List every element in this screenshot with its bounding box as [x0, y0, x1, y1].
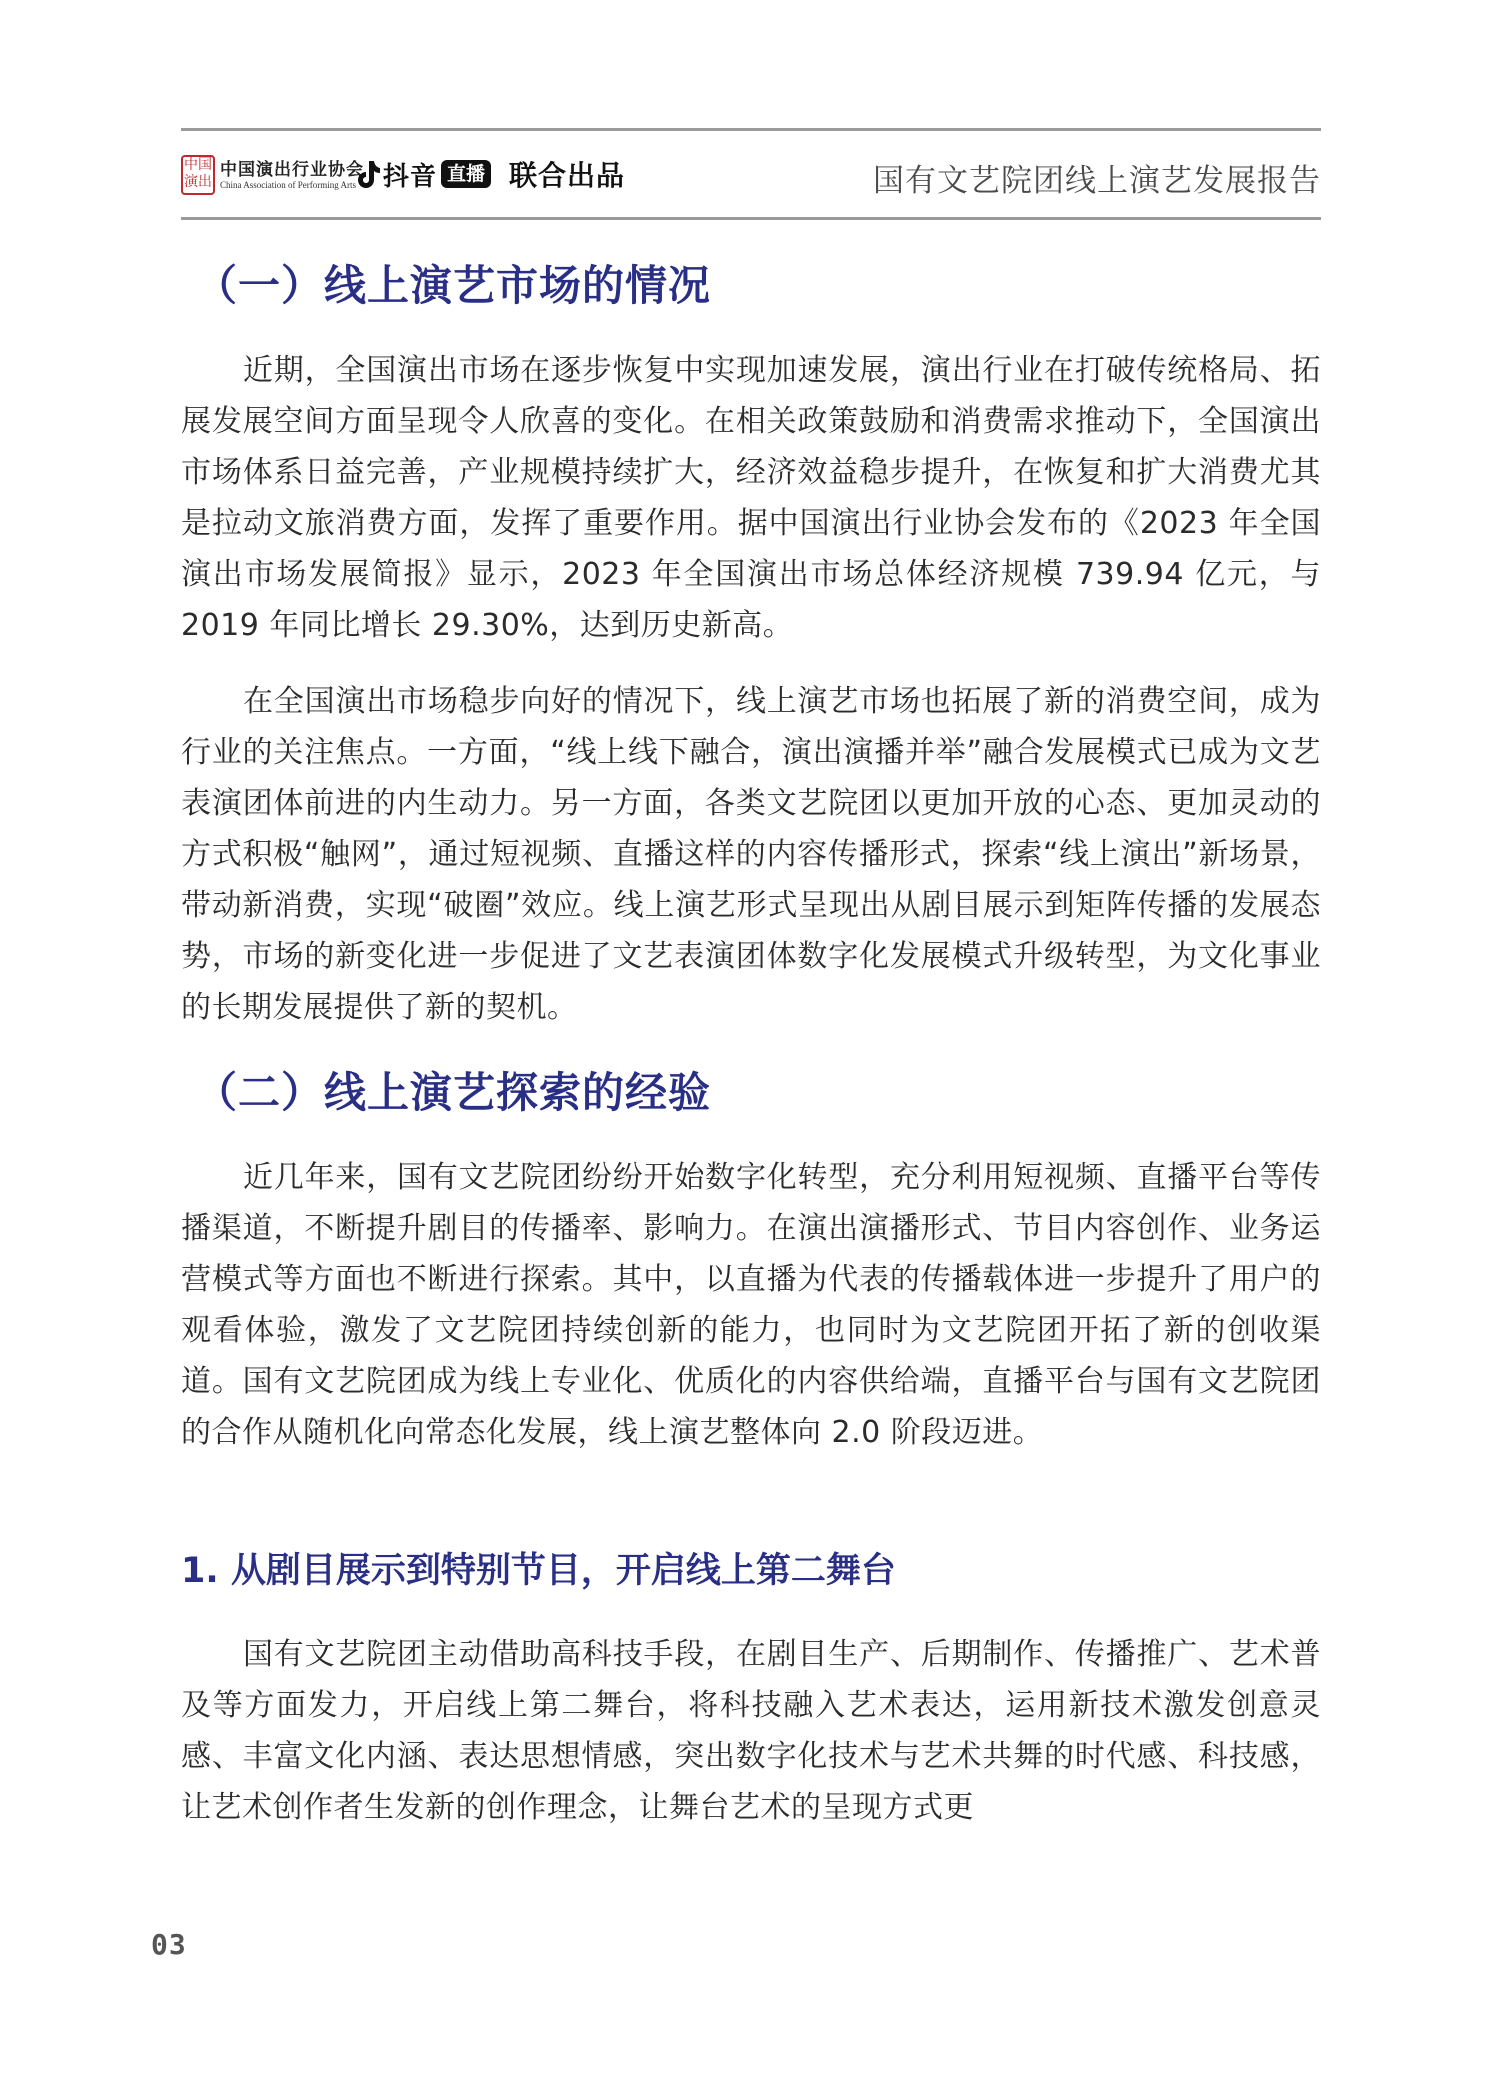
cpaa-name-en: China Association of Performing Arts — [220, 179, 356, 190]
subsection-heading: 1. 从剧目展示到特别节目，开启线上第二舞台 — [181, 1551, 896, 1591]
body-paragraph: 近几年来，国有文艺院团纷纷开始数字化转型，充分利用短视频、直播平台等传播渠道，不断提升剧目的传播率、影响力。在演出演播形式、节目内容创作、业务运营模式等方面也不断进行探索。其中，以直播为代表的传播载体进一步提升了用户的观看体验，激发了文艺院团持续创新的能力，也同时为文艺院团开拓了新的创收渠道。国有文艺院团成为线上专业化、优质化的内容供给端，直播平台与国有文艺院团的合作从随机化向常态化发展，线上演艺整体向 2.0 阶段迈进。 — [181, 1160, 1321, 1450]
body-paragraph: 近期，全国演出市场在逐步恢复中实现加速发展，演出行业在打破传统格局、拓展发展空间方面呈现令人欣喜的变化。在相关政策鼓励和消费需求推动下，全国演出市场体系日益完善，产业规模持续扩大，经济效益稳步提升，在恢复和扩大消费尤其是拉动文旅消费方面，发挥了重要作用。据中国演出行业协会发布的《2023 年全国演出市场发展简报》显示，2023 年全国演出市场总体经济规模 739.94 亿元，与 2019 年同比增长 29.30%，达到历史新高。 — [181, 353, 1321, 643]
cpaa-name-cn: 中国演出行业协会 — [220, 159, 364, 180]
cpaa-seal-icon: 中国演出 — [181, 155, 215, 195]
cpaa-logo — [181, 155, 364, 195]
section-heading: （二）线上演艺探索的经验 — [195, 1068, 712, 1117]
cpaa-wordmark — [220, 160, 364, 191]
page-header — [181, 128, 1321, 220]
body-paragraph: 国有文艺院团主动借助高科技手段，在剧目生产、后期制作、传播推广、艺术普及等方面发力，开启线上第二舞台，将科技融入艺术表达，运用新技术激发创意灵感、丰富文化内涵、表达思想情感，突出数字化技术与艺术共舞的时代感、科技感，让艺术创作者生发新的创作理念，让舞台艺术的呈现方式更 — [181, 1637, 1321, 1825]
report-title: 国有文艺院团线上演艺发展报告 — [873, 163, 1321, 199]
body-paragraph: 在全国演出市场稳步向好的情况下，线上演艺市场也拓展了新的消费空间，成为行业的关注焦点。一方面，“线上线下融合，演出演播并举”融合发展模式已成为文艺表演团体前进的内生动力。另一方面，各类文艺院团以更加开放的心态、更加灵动的方式积极“触网”，通过短视频、直播这样的内容传播形式，探索“线上演出”新场景，带动新消费，实现“破圈”效应。线上演艺形式呈现出从剧目展示到矩阵传播的发展态势，市场的新变化进一步促进了文艺表演团体数字化发展模式升级转型，为文化事业的长期发展提供了新的契机。 — [181, 684, 1321, 1025]
douyin-wordmark: 抖音 — [383, 161, 438, 192]
douyin-note-icon — [355, 159, 381, 189]
live-badge: 直播 — [441, 160, 491, 188]
douyin-live-logo — [355, 153, 625, 195]
section-heading: （一）线上演艺市场的情况 — [195, 261, 712, 310]
joint-production-label: 联合出品 — [509, 159, 626, 192]
page-number: 03 — [151, 1928, 187, 1961]
